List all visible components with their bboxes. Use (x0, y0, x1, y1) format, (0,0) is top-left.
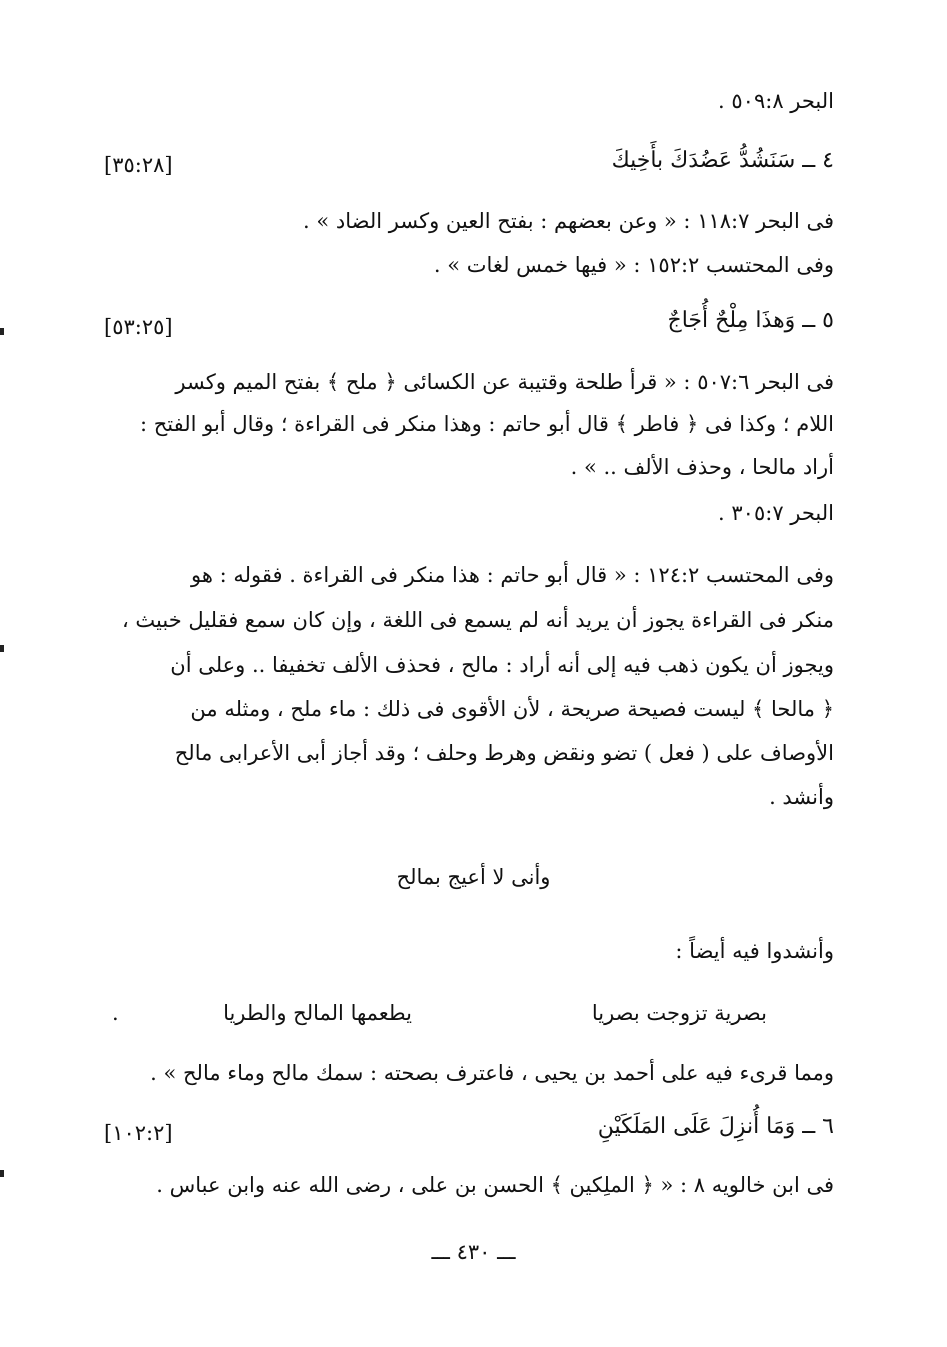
text-line-13: وأنشد . (769, 785, 834, 809)
text-line-4: فى البحر ٥٠٧:٦ : « قرأ طلحة وقتيبة عن الكسائى ﴿ ملح ﴾ بفتح الميم وكسر (175, 370, 834, 394)
text-line-11: ﴿ مالحا ﴾ ليست فصيحة صريحة ، لأن الأقوى فى ذلك : ماء ملح ، ومثله من (190, 697, 834, 721)
verse-end-dot: . (112, 1001, 119, 1025)
text-line-5: اللام ؛ وكذا فى ﴿ فاطر ﴾ قال أبو حاتم : وهذا منكر فى القراءة ؛ وقال أبو الفتح : (139, 412, 834, 436)
verse-hemistich-2: يطعمها المالح والطريا (223, 1001, 412, 1025)
text-line-14: وأنشدوا فيه أيضاً : (675, 939, 834, 963)
text-line-6: أراد مالحا ، وحذف الألف .. » . (570, 455, 834, 479)
verse-line-1: وأنى لا أعيج بمالح (396, 865, 551, 889)
text-line-10: ويجوز أن يكون ذهب فيه إلى أنه أراد : مالح ، فحذف الألف تخفيفا .. وعلى أن (170, 653, 834, 677)
text-line-15: ومما قرىء فيه على أحمد بن يحيى ، فاعترف بصحته : سمك مالح وماء مالح » . (150, 1061, 834, 1085)
scan-mark (0, 1170, 4, 1177)
text-line-7: البحر ٣٠٥:٧ . (718, 501, 834, 525)
text-line-3: وفى المحتسب ١٥٢:٢ : « فيها خمس لغات » . (433, 253, 834, 277)
verse-ref-5: [٥٣:٢٥] (104, 315, 173, 339)
verse-hemistich-1: بصرية تزوجت بصريا (591, 1001, 767, 1025)
text-line-1: البحر ٥٠٩:٨ . (718, 89, 834, 113)
text-line-12: الأوصاف على ( فعل ) تضو ونقض وهرط وحلف ؛ وقد أجاز أبى الأعرابى مالح (174, 741, 834, 765)
text-line-8: وفى المحتسب ١٢٤:٢ : « قال أبو حاتم : هذا منكر فى القراءة . فقوله : هو (191, 563, 834, 587)
verse-ref-4: [٣٥:٢٨] (104, 153, 173, 177)
verse-ref-6: [١٠٢:٢] (104, 1121, 173, 1145)
scan-mark (0, 645, 4, 652)
page-number: ـــ ٤٣٠ ـــ (431, 1240, 516, 1264)
heading-6: ٦ ــ وَمَا أُنزِلَ عَلَى المَلَكَيْنِ (597, 1114, 834, 1139)
text-line-2: فى البحر ١١٨:٧ : « وعن بعضهم : بفتح العين وكسر الضاد » . (303, 209, 834, 233)
heading-5: ٥ ــ وَهذَا مِلْحٌ أُجَاجٌ (667, 308, 834, 333)
heading-4: ٤ ــ سَنَشُدُّ عَضُدَكَ بأَخِيكَ (611, 148, 834, 173)
text-line-9: منكر فى القراءة يجوز أن يريد أنه لم يسمع فى اللغة ، وإن كان سمع فقليل خبيث ، (121, 608, 834, 632)
scan-mark (0, 328, 4, 335)
text-line-16: فى ابن خالويه ٨ : « ﴿ الملِكين ﴾ الحسن بن على ، رضى الله عنه وابن عباس . (156, 1173, 834, 1197)
